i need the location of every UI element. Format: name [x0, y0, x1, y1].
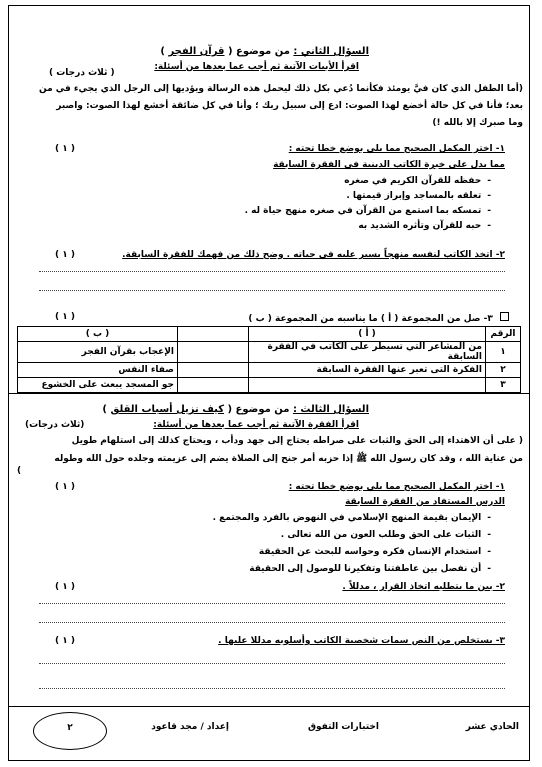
q3-q3-answer-line-1[interactable]	[39, 663, 505, 664]
q3-q1-mark: ( ١ )	[55, 482, 75, 492]
q3-passage-line-3: )	[17, 466, 22, 476]
q3-q1-option-3[interactable]: - استخدام الإنسان فكره وحواسه للبحث عن الحقيقة	[259, 547, 491, 557]
table-row: ٣ جو المسجد يبعث على الخشوع	[18, 378, 521, 393]
q3-q3-mark: ( ١ )	[55, 636, 75, 646]
header-blank	[178, 327, 249, 342]
q2-q2-label: ٢- اتخذ الكاتب لنفسه منهجاً يسير عليه في حياته . وضح ذلك من فهمك للفقرة السابقة.	[122, 250, 505, 260]
header-a: ( أ )	[249, 327, 486, 342]
answer-cell[interactable]	[178, 378, 249, 393]
q2-q1-stem: مما يدل على خبرة الكاتب الدينية في الفقرة السابقة	[273, 160, 505, 170]
q2-q1-label: ١- اختر المكمل الصحيح مما يلي بوضع خطا تحته :	[288, 144, 505, 154]
header-b: ( ب )	[18, 327, 178, 342]
answer-cell[interactable]	[178, 363, 249, 378]
footer-grade: الحادي عشر	[465, 722, 519, 732]
answer-cell[interactable]	[178, 342, 249, 363]
q3-q3-answer-line-2[interactable]	[39, 688, 505, 689]
q3-passage-line-1: ( على أن الاهتداء إلى الحق والثبات على صراطه يحتاج إلى جهد ودأب ، ويحتاج كذلك إلى استلهام طويل	[71, 436, 523, 446]
q3-topic: كيف نزيل أسباب القلق	[110, 404, 225, 415]
q2-instruction: اقرأ الأبيات الآتية ثم أجب عما بعدها من أسئلة:	[154, 62, 359, 72]
q3-passage-line-2: من عناية الله ، وقد كان رسول الله ﷺ إذا حزبه أمر جنح إلى الصلاة يضم إلى عزيمته وجلده حول الله وطوله	[54, 454, 523, 464]
q3-topic-line: السؤال الثالث : من موضوع ( كيف نزيل أسباب القلق )	[102, 404, 369, 415]
q2-passage-line-3: وما صبرك إلا بالله !)	[432, 118, 523, 128]
section-divider	[9, 393, 529, 394]
q2-passage-line-1: (أما الطفل الذي كان فيَّ يومئذ فكأنما دُعي بكل ذلك ليحمل هذه الرسالة ويؤديها إلى الرجل الذي يجيء في من	[38, 84, 523, 94]
q3-title: السؤال الثالث :	[292, 404, 369, 415]
table-row: ٢ الفكرة التى تعبر عنها الفقرة السابقة صفاء النفس	[18, 363, 521, 378]
q2-q1-option-1[interactable]: - حفظه للقرآن الكريم في صغره	[344, 176, 491, 186]
q3-q2-answer-line-2[interactable]	[39, 622, 505, 623]
q2-q1-option-4[interactable]: - حبه للقرآن وتأثره الشديد به	[358, 221, 491, 231]
q2-q1-option-3[interactable]: - تمسكه بما استمع من القرآن في صغره منهج حياة له .	[245, 206, 491, 216]
q2-topic: قرآن الفجر	[168, 46, 225, 57]
q2-q3-mark: ( ١ )	[55, 312, 75, 322]
q2-q1-mark: ( ١ )	[55, 144, 75, 154]
q3-q1-stem: الدرس المستفاد من الفقرة السابقة	[345, 497, 505, 507]
q3-q1-option-1[interactable]: - الإيمان بقيمة المنهج الإسلامي في النهوض بالفرد والمجتمع .	[213, 513, 491, 523]
q2-q1-option-2[interactable]: - تعلقه بالمساجد وإبراز قيمتها .	[346, 191, 491, 201]
q3-q3-label: ٣- يستخلص من النص سمات شخصية الكاتب وأسلوبه مدللا عليها .	[218, 636, 505, 646]
q3-q1-option-4[interactable]: - أن نفصل بين عاطفتنا وتفكيرنا للوصول إلى الحقيقة	[249, 564, 491, 574]
q2-q3-label-row	[248, 312, 509, 324]
q2-q2-answer-line-1[interactable]	[39, 271, 505, 272]
footer-divider	[9, 706, 529, 707]
q3-instruction: اقرأ الفقرة الآتية ثم أجب عما بعدها من أسئلة:	[153, 420, 359, 430]
page-number: ٢	[67, 723, 73, 733]
q2-topic-line: السؤال الثاني : من موضوع ( قرآن الفجر )	[160, 46, 369, 57]
q2-q3-label: ٣- صل من المجموعة ( أ ) ما يناسبه من المجموعة ( ب )	[248, 314, 493, 324]
page-number-oval	[33, 712, 107, 750]
q2-passage-line-2: بعد؛ فأنا في كل حالة أخضع لهذا الصوت: ادع إلى سبيل ربك ؛ وأنا في كل ضائقة أخشع لهذا الصوت: واصبر	[56, 101, 523, 111]
q2-marks: ( ثلاث درجات )	[49, 68, 115, 78]
footer-author: إعداد / مجد قاعود	[151, 722, 229, 732]
table-header-row	[18, 327, 521, 342]
header-num: الرقم	[486, 327, 521, 342]
q3-q1-option-2[interactable]: - الثبات على الحق وطلب العون من الله تعالى .	[281, 530, 491, 540]
q3-q2-label: ٢- بين ما يتطلبه اتخاذ القرار ، مدللاً .	[342, 582, 505, 592]
q2-matching-table	[17, 326, 521, 393]
q3-q2-answer-line-1[interactable]	[39, 603, 505, 604]
exam-page	[8, 5, 530, 761]
table-row: ١ من المشاعر التي تسيطر على الكاتب في الفقرة السابقة الإعجاب بقرآن الفجر	[18, 342, 521, 363]
q2-q2-mark: ( ١ )	[55, 250, 75, 260]
checkbox-icon	[500, 312, 509, 321]
q3-q1-label: ١- اختر المكمل الصحيح مما يلي بوضع خطا تحته :	[288, 482, 505, 492]
q2-q2-answer-line-2[interactable]	[39, 290, 505, 291]
q2-title: السؤال الثاني :	[293, 46, 369, 57]
q3-q2-mark: ( ١ )	[55, 582, 75, 592]
footer-series: اختبارات التفوق	[307, 722, 379, 732]
q3-marks: (ثلاث درجات)	[25, 420, 85, 430]
